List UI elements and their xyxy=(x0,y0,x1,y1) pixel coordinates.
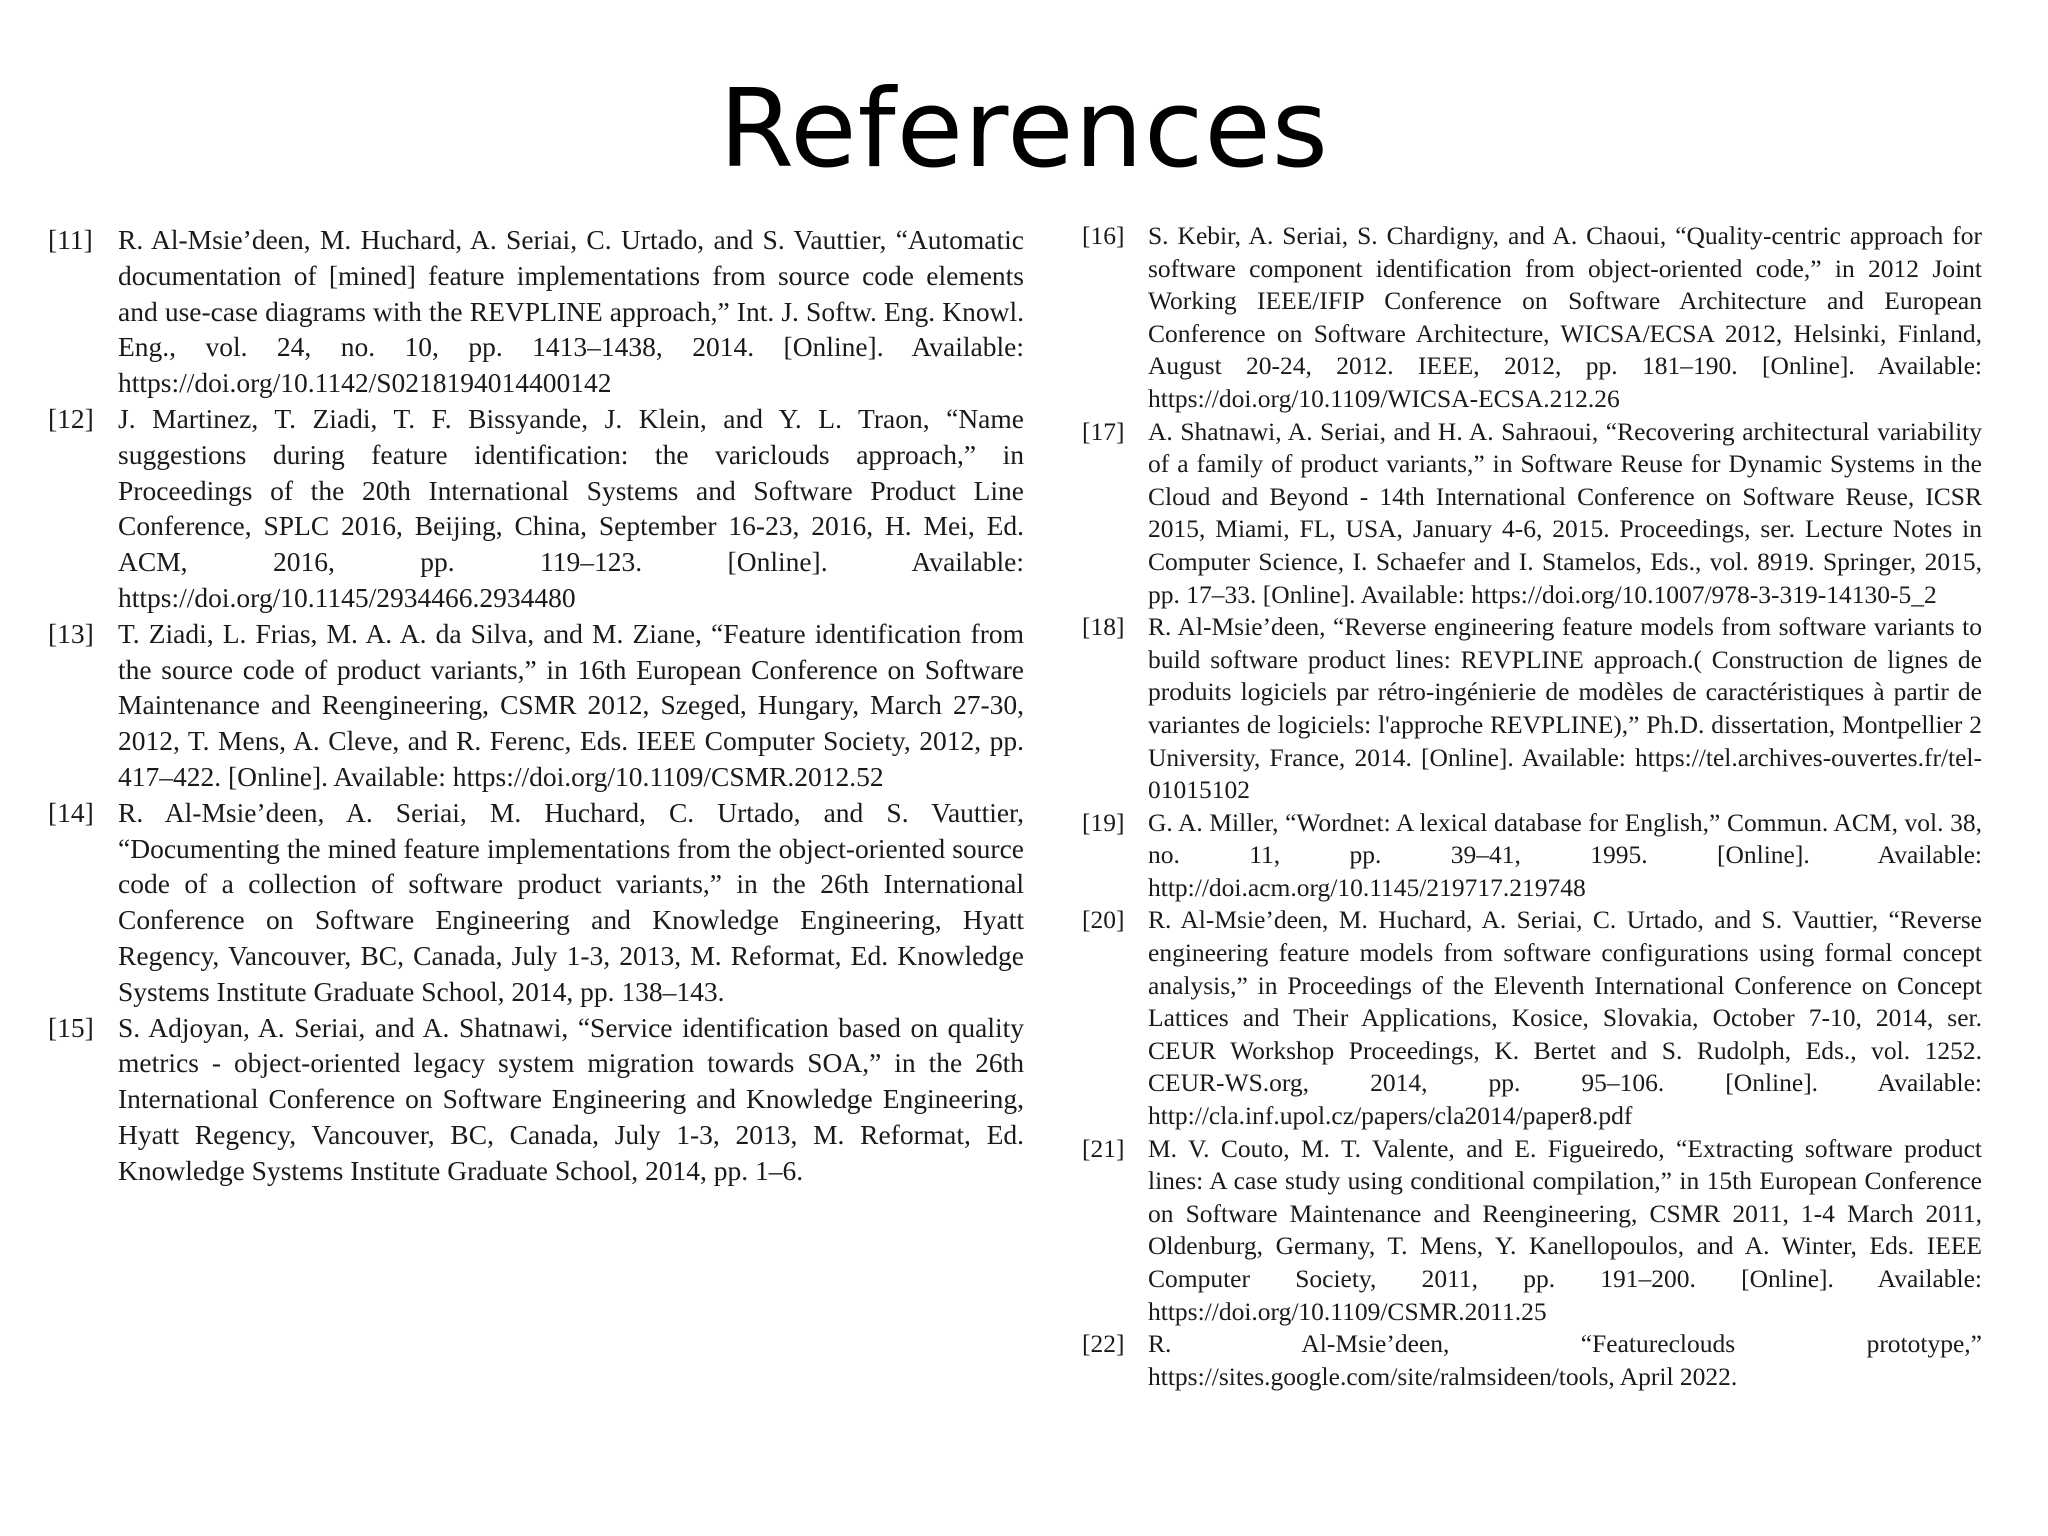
reference-number: [18] xyxy=(1082,612,1125,642)
reference-11 xyxy=(48,222,1024,401)
reference-number: [21] xyxy=(1082,1133,1125,1163)
slide-title: References xyxy=(718,67,1330,192)
reference-text: M. V. Couto, M. T. Valente, and E. Figueiredo, “Extracting software product lines: A case study using conditional compilation,” in 15th European Conference on Software Maintenance and Reengineering, CSMR 2011, 1-4 March 2011, Oldenburg, Germany, T. Mens, Y. Kanellopoulos, and A. Winter, Eds. IEEE Computer Society, 2011, pp. 191–200. [Online]. Available: https://doi.org/10.1109/CSMR.2011.25 xyxy=(1148,1133,1982,1326)
reference-number: [14] xyxy=(48,796,94,828)
reference-text: T. Ziadi, L. Frias, M. A. A. da Silva, and M. Ziane, “Feature identification from the source code of product variants,” in 16th European Conference on Software Maintenance and Reengineering, CSMR 2012, Szeged, Hungary, March 27-30, 2012, T. Mens, A. Cleve, and R. Ferenc, Eds. IEEE Computer Society, 2012, pp. 417–422. [Online]. Available: https://doi.org/10.1109/CSMR.2012.52 xyxy=(118,617,1024,792)
reference-18 xyxy=(1082,611,1982,807)
reference-text: S. Kebir, A. Seriai, S. Chardigny, and A. Chaoui, “Quality-centric approach for software component identification from object-oriented code,” in 2012 Joint Working IEEE/IFIP Conference on Software Architecture and European Conference on Software Architecture, WICSA/ECSA 2012, Helsinki, Finland, August 20-24, 2012. IEEE, 2012, pp. 181–190. [Online]. Available: https://doi.org/10.1109/WICSA-ECSA.212.26 xyxy=(1148,221,1982,413)
reference-17 xyxy=(1082,416,1982,612)
reference-text: S. Adjoyan, A. Seriai, and A. Shatnawi, “Service identification based on quality metrics - object-oriented legacy system migration towards SOA,” in the 26th International Conference on Software Engineering and Knowledge Engineering, Hyatt Regency, Vancouver, BC, Canada, July 1-3, 2013, M. Reformat, Ed. Knowledge Systems Institute Graduate School, 2014, pp. 1–6. xyxy=(118,1011,1024,1186)
reference-12 xyxy=(48,401,1024,616)
reference-19 xyxy=(1082,807,1982,905)
reference-20 xyxy=(1082,904,1982,1132)
reference-text: G. A. Miller, “Wordnet: A lexical database for English,” Commun. ACM, vol. 38, no. 11, pp. 39–41, 1995. [Online]. Available: http://doi.acm.org/10.1145/219717.219748 xyxy=(1148,807,1982,902)
reference-21 xyxy=(1082,1133,1982,1329)
reference-number: [19] xyxy=(1082,807,1125,837)
reference-number: [13] xyxy=(48,617,94,649)
reference-13 xyxy=(48,616,1024,795)
reference-text: R. Al-Msie’deen, A. Seriai, M. Huchard, C. Urtado, and S. Vauttier, “Documenting the mined feature implementations from the object-oriented source code of a collection of software product variants,” in the 26th International Conference on Software Engineering and Knowledge Engineering, Hyatt Regency, Vancouver, BC, Canada, July 1-3, 2013, M. Reformat, Ed. Knowledge Systems Institute Graduate School, 2014, pp. 138–143. xyxy=(118,796,1024,1007)
reference-text: J. Martinez, T. Ziadi, T. F. Bissyande, J. Klein, and Y. L. Traon, “Name suggestions during feature identification: the variclouds approach,” in Proceedings of the 20th International Systems and Software Product Line Conference, SPLC 2016, Beijing, China, September 16-23, 2016, H. Mei, Ed. ACM, 2016, pp. 119–123. [Online]. Available: https://doi.org/10.1145/2934466.2934480 xyxy=(118,402,1024,613)
reference-text: A. Shatnawi, A. Seriai, and H. A. Sahraoui, “Recovering architectural variability of a family of product variants,” in Software Reuse for Dynamic Systems in the Cloud and Beyond - 14th International Conference on Software Reuse, ICSR 2015, Miami, FL, USA, January 4-6, 2015. Proceedings, ser. Lecture Notes in Computer Science, I. Schaefer and I. Stamelos, Eds., vol. 8919. Springer, 2015, pp. 17–33. [Online]. Available: https://doi.org/10.1007/978-3-319-14130-5_2 xyxy=(1148,416,1982,609)
reference-number: [20] xyxy=(1082,905,1125,935)
reference-number: [16] xyxy=(1082,221,1125,250)
reference-text: R. Al-Msie’deen, “Reverse engineering feature models from software variants to build software product lines: REVPLINE approach.( Construction de lignes de produits logiciels par rétro-ingénierie de modèles de caractéristiques à partir de variantes de logiciels: l'approche REVPLINE),” Ph.D. dissertation, Montpellier 2 University, France, 2014. [Online]. Available: https://tel.archives-ouvertes.fr/tel-01015102 xyxy=(1148,612,1982,805)
reference-number: [17] xyxy=(1082,416,1125,446)
references-left-column xyxy=(48,222,1024,1189)
reference-15 xyxy=(48,1010,1024,1189)
reference-number: [12] xyxy=(48,402,94,434)
references-right-column xyxy=(1082,220,1982,1393)
reference-16 xyxy=(1082,220,1982,416)
reference-22 xyxy=(1082,1328,1982,1393)
reference-14 xyxy=(48,795,1024,1010)
reference-text: R. Al-Msie’deen, “Featureclouds prototype,” https://sites.google.com/site/ralmsideen/tools, April 2022. xyxy=(1148,1329,1982,1391)
reference-text: R. Al-Msie’deen, M. Huchard, A. Seriai, C. Urtado, and S. Vauttier, “Automatic documentation of [mined] feature implementations from source code elements and use-case diagrams with the REVPLINE approach,” Int. J. Softw. Eng. Knowl. Eng., vol. 24, no. 10, pp. 1413–1438, 2014. [Online]. Available: https://doi.org/10.1142/S0218194014400142 xyxy=(118,224,1024,399)
reference-number: [11] xyxy=(48,224,93,255)
reference-text: R. Al-Msie’deen, M. Huchard, A. Seriai, C. Urtado, and S. Vauttier, “Reverse engineering feature models from software configurations using formal concept analysis,” in Proceedings of the Eleventh International Conference on Concept Lattices and Their Applications, Kosice, Slovakia, October 7-10, 2014, ser. CEUR Workshop Proceedings, K. Bertet and S. Rudolph, Eds., vol. 1252. CEUR-WS.org, 2014, pp. 95–106. [Online]. Available: http://cla.inf.upol.cz/papers/cla2014/paper8.pdf xyxy=(1148,905,1982,1131)
reference-number: [22] xyxy=(1082,1329,1125,1359)
reference-number: [15] xyxy=(48,1011,94,1043)
